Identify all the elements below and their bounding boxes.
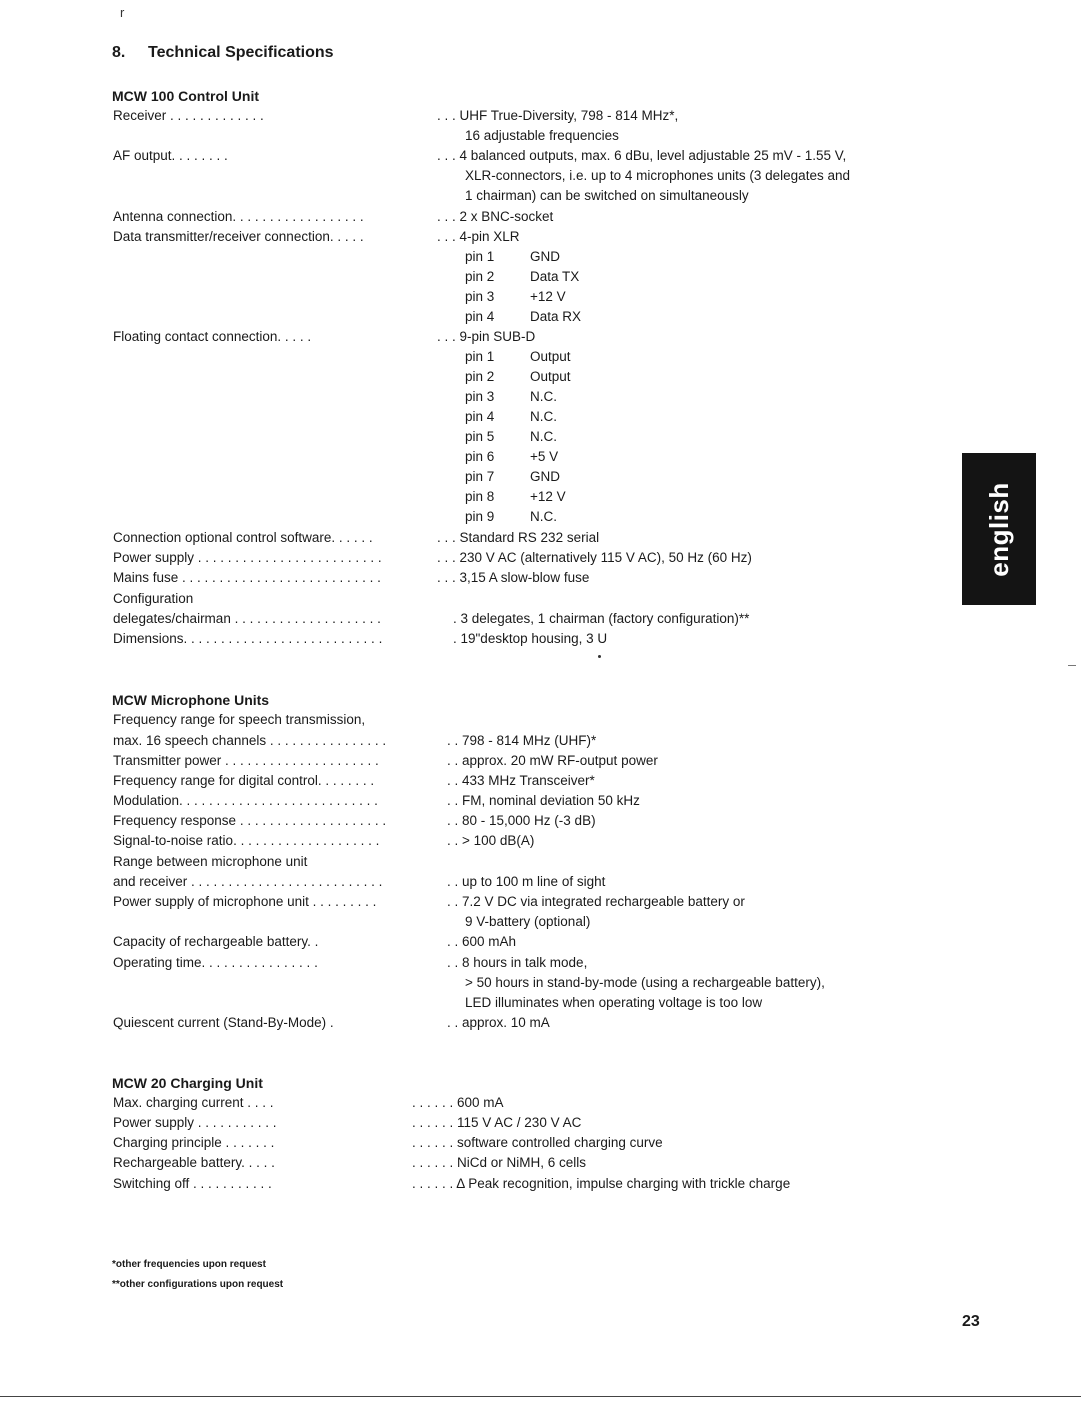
spec-label: Floating contact connection. . . . . xyxy=(113,329,312,344)
spec-label: Mains fuse . . . . . . . . . . . . . . . . . . . . . . . . . . . xyxy=(113,570,381,585)
spec-label: Signal-to-noise ratio. . . . . . . . . . . . . . . . . . . . xyxy=(113,833,380,848)
page-number: 23 xyxy=(962,1313,980,1330)
spec-label: delegates/chairman . . . . . . . . . . . . . . . . . . . . xyxy=(113,611,381,626)
pin-signal: N.C. xyxy=(530,429,557,444)
spec-value: . . . . . . software controlled charging curve xyxy=(412,1135,663,1150)
pin-row xyxy=(465,349,571,364)
spec-value: . . . 3,15 A slow-blow fuse xyxy=(437,570,590,585)
pin-row xyxy=(465,309,582,324)
pin-signal: Data TX xyxy=(530,269,580,284)
pin-signal: +12 V xyxy=(530,489,566,504)
pin-row xyxy=(465,389,557,404)
pin-row xyxy=(465,509,557,524)
bottom-rule xyxy=(0,1396,1081,1397)
pin-number: pin 7 xyxy=(465,469,495,484)
edge-mark xyxy=(1068,665,1076,666)
spec-value: . . up to 100 m line of sight xyxy=(447,874,606,889)
pin-number: pin 4 xyxy=(465,409,495,424)
spec-label: Antenna connection. . . . . . . . . . . . . . . . . . xyxy=(113,209,364,224)
pin-number: pin 8 xyxy=(465,489,495,504)
pin-row xyxy=(465,429,557,444)
spec-label: Quiescent current (Stand-By-Mode) . xyxy=(113,1015,334,1030)
spec-value: . . . . . . Δ Peak recognition, impulse charging with trickle charge xyxy=(412,1176,791,1191)
spec-value: . . . 4 balanced outputs, max. 6 dBu, level adjustable 25 mV - 1.55 V, xyxy=(437,148,847,163)
section-heading xyxy=(112,44,334,62)
pin-number: pin 4 xyxy=(465,309,495,324)
pin-signal: +5 V xyxy=(530,449,559,464)
spec-value: . . . . . . 600 mA xyxy=(412,1095,504,1110)
stray-dot xyxy=(598,655,601,658)
pin-signal: N.C. xyxy=(530,509,557,524)
spec-label: Transmitter power . . . . . . . . . . . . . . . . . . . . . xyxy=(113,753,379,768)
spec-value: . . approx. 10 mA xyxy=(447,1015,550,1030)
spec-label: Receiver . . . . . . . . . . . . . xyxy=(113,108,264,123)
pin-signal: GND xyxy=(530,469,560,484)
spec-value: . . 80 - 15,000 Hz (-3 dB) xyxy=(447,813,596,828)
spec-label: Data transmitter/receiver connection. . . . . xyxy=(113,229,364,244)
pin-number: pin 9 xyxy=(465,509,495,524)
control-unit-title: MCW 100 Control Unit xyxy=(112,88,259,104)
spec-value: . . 600 mAh xyxy=(447,934,517,949)
pin-number: pin 2 xyxy=(465,369,495,384)
language-tab xyxy=(962,453,1036,605)
pin-number: pin 6 xyxy=(465,449,495,464)
pin-signal: N.C. xyxy=(530,389,557,404)
microphone-units-title: MCW Microphone Units xyxy=(112,692,270,708)
footnote: **other configurations upon request xyxy=(112,1279,284,1290)
spec-value: . . 8 hours in talk mode, xyxy=(447,955,588,970)
scan-mark: r xyxy=(120,5,125,20)
pin-number: pin 1 xyxy=(465,349,495,364)
pin-row xyxy=(465,409,557,424)
spec-label: Connection optional control software. . . . . . xyxy=(113,530,373,545)
spec-value: LED illuminates when operating voltage is too low xyxy=(465,995,763,1010)
pin-signal: +12 V xyxy=(530,289,566,304)
spec-value: . . . 2 x BNC-socket xyxy=(437,209,554,224)
spec-value: . . > 100 dB(A) xyxy=(447,833,535,848)
spec-value: 1 chairman) can be switched on simultaneously xyxy=(465,188,749,203)
pin-row xyxy=(465,469,560,484)
spec-label: Modulation. . . . . . . . . . . . . . . . . . . . . . . . . . . xyxy=(113,793,378,808)
spec-label: Switching off . . . . . . . . . . . xyxy=(113,1176,272,1191)
pin-row xyxy=(465,269,580,284)
charging-unit-title: MCW 20 Charging Unit xyxy=(112,1075,263,1091)
language-tab-label: english xyxy=(983,481,1014,577)
spec-value: XLR-connectors, i.e. up to 4 microphones units (3 delegates and xyxy=(465,168,850,183)
spec-value: . . . . . . 115 V AC / 230 V AC xyxy=(412,1115,582,1130)
spec-label: Frequency range for speech transmission, xyxy=(113,712,366,727)
section-number: 8. xyxy=(112,44,126,61)
pin-row xyxy=(465,369,571,384)
spec-value: . . . . . . NiCd or NiMH, 6 cells xyxy=(412,1155,587,1170)
pin-row xyxy=(465,289,566,304)
spec-label: Power supply . . . . . . . . . . . . . . . . . . . . . . . . . xyxy=(113,550,382,565)
spec-label: and receiver . . . . . . . . . . . . . . . . . . . . . . . . . . xyxy=(113,874,383,889)
spec-value: . . 7.2 V DC via integrated rechargeable battery or xyxy=(447,894,745,909)
pin-row xyxy=(465,249,560,264)
spec-label: AF output. . . . . . . . xyxy=(113,148,228,163)
spec-label: Capacity of rechargeable battery. . xyxy=(113,934,319,949)
spec-value: . . . 9-pin SUB-D xyxy=(437,329,536,344)
spec-label: Dimensions. . . . . . . . . . . . . . . . . . . . . . . . . . . xyxy=(113,631,383,646)
spec-value: . . FM, nominal deviation 50 kHz xyxy=(447,793,640,808)
pin-number: pin 1 xyxy=(465,249,495,264)
spec-label: Operating time. . . . . . . . . . . . . . . . xyxy=(113,955,318,970)
spec-label: Max. charging current . . . . xyxy=(113,1095,274,1110)
spec-value: > 50 hours in stand-by-mode (using a rechargeable battery), xyxy=(465,975,825,990)
pin-signal: Output xyxy=(530,349,571,364)
spec-value: . . 798 - 814 MHz (UHF)* xyxy=(447,733,597,748)
spec-value: . 3 delegates, 1 chairman (factory configuration)** xyxy=(453,611,750,626)
spec-label: Power supply . . . . . . . . . . . xyxy=(113,1115,277,1130)
pin-number: pin 3 xyxy=(465,289,495,304)
pin-number: pin 2 xyxy=(465,269,495,284)
pin-signal: Data RX xyxy=(530,309,582,324)
pin-row xyxy=(465,489,566,504)
spec-label: Configuration xyxy=(113,591,194,606)
spec-value: . . approx. 20 mW RF-output power xyxy=(447,753,658,768)
pin-signal: GND xyxy=(530,249,560,264)
spec-label: Range between microphone unit xyxy=(113,854,308,869)
spec-label: max. 16 speech channels . . . . . . . . . . . . . . . . xyxy=(113,733,387,748)
spec-label: Frequency response . . . . . . . . . . . . . . . . . . . . xyxy=(113,813,387,828)
pin-number: pin 3 xyxy=(465,389,495,404)
pin-signal: Output xyxy=(530,369,571,384)
spec-value: . . 433 MHz Transceiver* xyxy=(447,773,595,788)
spec-value: . . . UHF True-Diversity, 798 - 814 MHz*, xyxy=(437,108,679,123)
pin-number: pin 5 xyxy=(465,429,495,444)
spec-value: . 19"desktop housing, 3 U xyxy=(453,631,608,646)
spec-value: 9 V-battery (optional) xyxy=(465,914,591,929)
pin-signal: N.C. xyxy=(530,409,557,424)
spec-label: Frequency range for digital control. . . . . . . . xyxy=(113,773,375,788)
spec-value: . . . 230 V AC (alternatively 115 V AC), 50 Hz (60 Hz) xyxy=(437,550,752,565)
pin-row xyxy=(465,449,559,464)
spec-label: Rechargeable battery. . . . . xyxy=(113,1155,275,1170)
spec-value: . . . 4-pin XLR xyxy=(437,229,520,244)
spec-label: Power supply of microphone unit . . . . . . . . . xyxy=(113,894,377,909)
section-title: Technical Specifications xyxy=(148,44,334,61)
spec-value: 16 adjustable frequencies xyxy=(465,128,619,143)
footnote: *other frequencies upon request xyxy=(112,1259,266,1270)
spec-value: . . . Standard RS 232 serial xyxy=(437,530,600,545)
spec-label: Charging principle . . . . . . . xyxy=(113,1135,275,1150)
